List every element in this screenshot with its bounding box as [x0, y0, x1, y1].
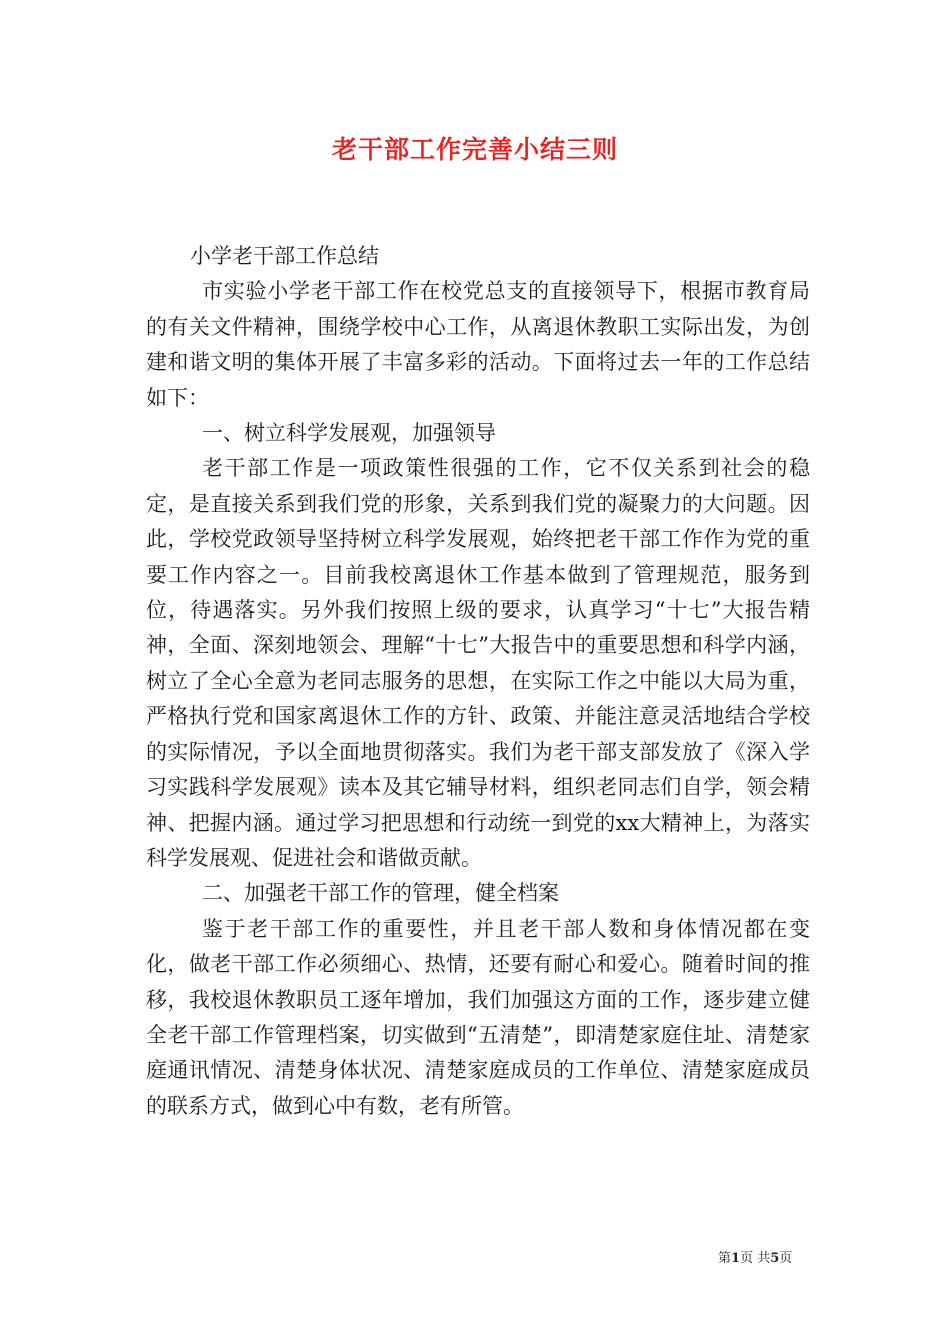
document-body	[146, 239, 810, 1124]
footer-prefix: 第	[718, 1251, 732, 1266]
footer-middle: 页 共	[740, 1251, 771, 1266]
section-heading-1: 一、树立科学发展观，加强领导	[202, 421, 496, 446]
document-title: 老干部工作完善小结三则	[331, 135, 618, 164]
page-number-footer	[718, 1250, 828, 1268]
section-heading-2: 二、加强老干部工作的管理，健全档案	[202, 881, 559, 906]
document-subtitle: 小学老干部工作总结	[190, 244, 379, 268]
paragraph-intro: 市实验小学老干部工作在校党总支的直接领导下，根据市教育局的有关文件精神，围绕学校中心工作，从离退休教职工实际出发，为创建和谐文明的集体开展了丰富多彩的活动。下面将过去一年的工作总结如下：	[146, 279, 810, 410]
footer-suffix: 页	[779, 1251, 793, 1266]
footer-total-pages: 5	[770, 1251, 780, 1266]
footer-current-page: 1	[731, 1251, 741, 1266]
paragraph-section-2: 鉴于老干部工作的重要性，并且老干部人数和身体情况都在变化，做老干部工作必须细心、热情，还要有耐心和爱心。随着时间的推移，我校退休教职员工逐年增加，我们加强这方面的工作，逐步建立健全老干部工作管理档案，切实做到“五清楚”，即清楚家庭住址、清楚家庭通讯情况、清楚身体状况、清楚家庭成员的工作单位、清楚家庭成员的联系方式，做到心中有数，老有所管。	[146, 916, 810, 1118]
paragraph-section-1: 老干部工作是一项政策性很强的工作，它不仅关系到社会的稳定，是直接关系到我们党的形象，关系到我们党的凝聚力的大问题。因此，学校党政领导坚持树立科学发展观，始终把老干部工作作为党的重要工作内容之一。目前我校离退休工作基本做到了管理规范，服务到位，待遇落实。另外我们按照上级的要求，认真学习“十七”大报告精神，全面、深刻地领会、理解“十七”大报告中的重要思想和科学内涵，树立了全心全意为老同志服务的思想，在实际工作之中能以大局为重，严格执行党和国家离退休工作的方针、政策、并能注意灵活地结合学校的实际情况，予以全面地贯彻落实。我们为老干部支部发放了《深入学习实践科学发展观》读本及其它辅导材料，组织老同志们自学，领会精神、把握内涵。通过学习把思想和行动统一到党的xx大精神上，为落实科学发展观、促进社会和谐做贡献。	[146, 456, 810, 870]
